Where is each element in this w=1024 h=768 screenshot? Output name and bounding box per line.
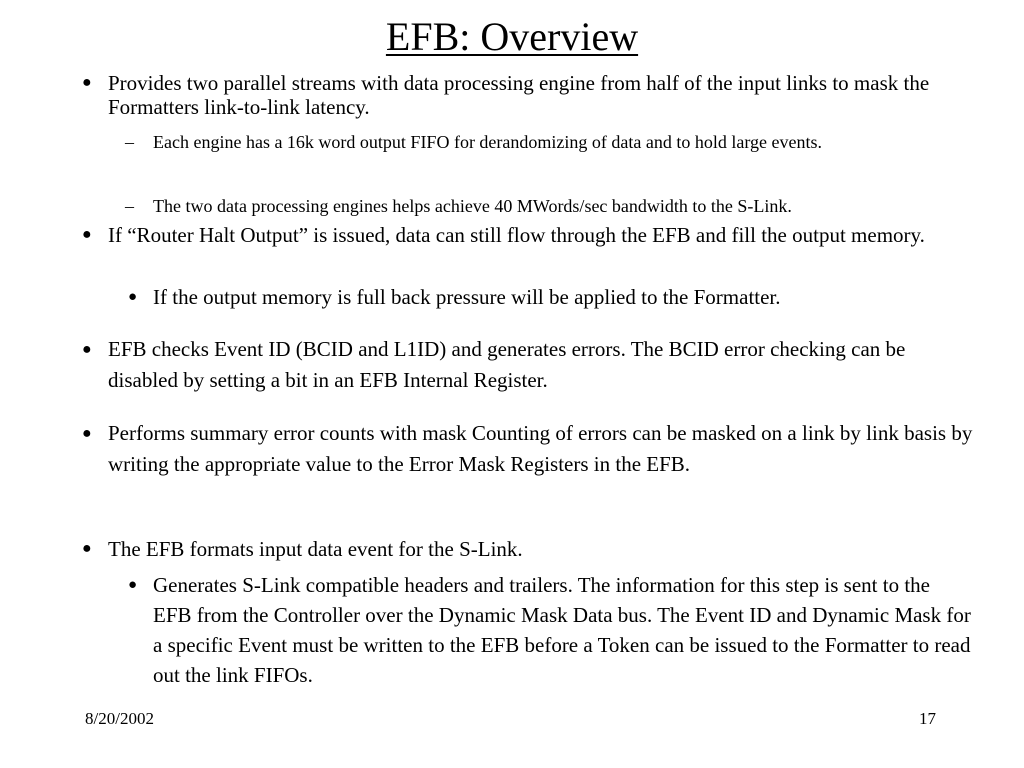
bullet-dot-icon: ●	[82, 226, 92, 243]
bullet-text: Provides two parallel streams with data processing engine from half of the input links to mask the Formatters link-to-link latency.	[108, 71, 930, 119]
bullet-dot-icon: ●	[82, 540, 92, 557]
bullet-item	[82, 537, 978, 561]
sub-bullet-item	[128, 285, 973, 309]
bullet-item	[82, 418, 978, 480]
bullet-text: Performs summary error counts with mask Counting of errors can be masked on a link by link basis by writing the appropriate value to the Error Mask Registers in the EFB.	[108, 421, 973, 476]
sub-bullet-item	[125, 192, 968, 220]
sub-bullet-text: Each engine has a 16k word output FIFO for derandomizing of data and to hold large events.	[153, 132, 822, 152]
sub-bullet-item	[128, 570, 973, 690]
sub-bullet-text: The two data processing engines helps achieve 40 MWords/sec bandwidth to the S-Link.	[153, 196, 792, 216]
bullet-dot-icon: ●	[82, 425, 92, 442]
footer-date: 8/20/2002	[85, 709, 154, 728]
dash-icon: –	[125, 196, 134, 216]
bullet-item	[82, 223, 978, 247]
bullet-dot-icon: ●	[82, 341, 92, 358]
dash-icon: –	[125, 132, 134, 152]
bullet-item	[82, 334, 978, 396]
slide-title: EFB: Overview	[385, 14, 639, 59]
bullet-dot-icon: ●	[128, 289, 138, 305]
page-number: 17	[919, 709, 936, 728]
bullet-text: If “Router Halt Output” is issued, data can still flow through the EFB and fill the output memory.	[108, 223, 925, 247]
sub-bullet-item	[125, 128, 968, 156]
bullet-dot-icon: ●	[82, 74, 92, 91]
bullet-text: The EFB formats input data event for the S-Link.	[108, 537, 523, 561]
bullet-dot-icon: ●	[128, 577, 138, 593]
sub-bullet-text: If the output memory is full back pressure will be applied to the Formatter.	[153, 285, 781, 309]
bullet-item	[82, 71, 978, 119]
sub-bullet-text: Generates S-Link compatible headers and trailers. The information for this step is sent to the EFB from the Controller over the Dynamic Mask Data bus. The Event ID and Dynamic Mask for a specific Event must be written to the EFB before a Token can be issued to the Formatter to read out the link FIFOs.	[153, 573, 971, 687]
bullet-text: EFB checks Event ID (BCID and L1ID) and generates errors. The BCID error checking can be disabled by setting a bit in an EFB Internal Register.	[108, 337, 906, 392]
